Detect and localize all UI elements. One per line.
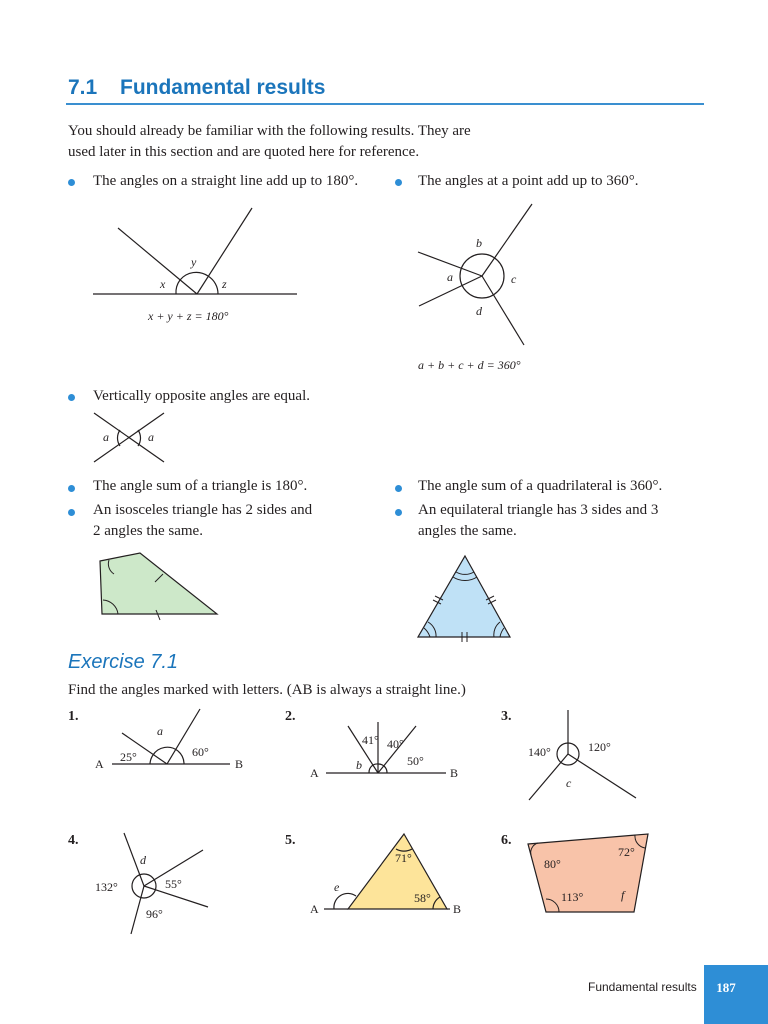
intro-line-1: You should already be familiar with the following results. They are [68,123,471,139]
section-number: 7.1 [68,76,98,99]
exercise-instruction: Find the angles marked with letters. (AB is always a straight line.) [68,682,466,698]
label-a: a [447,270,453,284]
q2-label: 41° [362,733,379,747]
label-c: c [511,272,517,286]
q4-label: 96° [146,907,163,921]
q4-label: 132° [95,880,118,894]
question-number: 4. [68,833,79,848]
q3-label: c [566,776,572,790]
label-z: z [222,277,227,291]
q6-label: 72° [618,845,635,859]
equation-point: a + b + c + d = 360° [418,358,521,372]
bullet-equilateral-1: An equilateral triangle has 3 sides and 3 [418,502,659,518]
q6-label: 80° [544,857,561,871]
question-number: 1. [68,709,79,724]
equation-line: x + y + z = 180° [148,309,229,323]
intro-line-2: used later in this section and are quoted here for reference. [68,144,420,160]
question-number: 3. [501,709,512,724]
q3-label: 120° [588,740,611,754]
q1-label: B [235,757,244,771]
q2-label: B [450,766,459,780]
label-d: d [476,304,482,318]
bullet-triangle-sum: The angle sum of a triangle is 180°. [93,478,308,494]
label-y: y [191,255,197,269]
label-x: x [160,277,166,291]
exercise-title: Exercise 7.1 [68,651,179,673]
bullet-isosceles-2: 2 angles the same. [93,523,203,539]
bullet-straight-line: The angles on a straight line add up to 180°. [93,173,359,189]
q1-label: A [95,757,104,771]
bullet-vertical: Vertically opposite angles are equal. [93,388,311,404]
question-number: 6. [501,833,512,848]
q1-label: 60° [192,745,209,759]
q5-label: A [310,902,319,916]
section-title: Fundamental results [120,76,326,99]
q6-label: f [621,888,625,902]
q2-label: A [310,766,319,780]
bullet-point: The angles at a point add up to 360°. [418,173,639,189]
q5-label: 71° [395,851,412,865]
q1-label: a [157,724,163,738]
q2-label: 50° [407,754,424,768]
page-number: 187 [716,980,736,995]
q5-label: 58° [414,891,431,905]
footer-running-title: Fundamental results [588,980,697,994]
q2-label: 40° [387,737,404,751]
label-b: b [476,236,482,250]
question-number: 2. [285,709,296,724]
q4-label: 55° [165,877,182,891]
q3-label: 140° [528,745,551,759]
q1-label: 25° [120,750,137,764]
q5-label: e [334,880,340,894]
bullet-equilateral-2: angles the same. [418,523,517,539]
bullet-isosceles-1: An isosceles triangle has 2 sides and [93,502,313,518]
question-number: 5. [285,833,296,848]
label-a-right: a [148,430,154,444]
label-a-left: a [103,430,109,444]
q5-label: B [453,902,462,916]
q4-label: d [140,853,146,867]
bullet-quad-sum: The angle sum of a quadrilateral is 360°. [418,478,663,494]
q6-label: 113° [561,890,584,904]
q2-label: b [356,758,362,772]
